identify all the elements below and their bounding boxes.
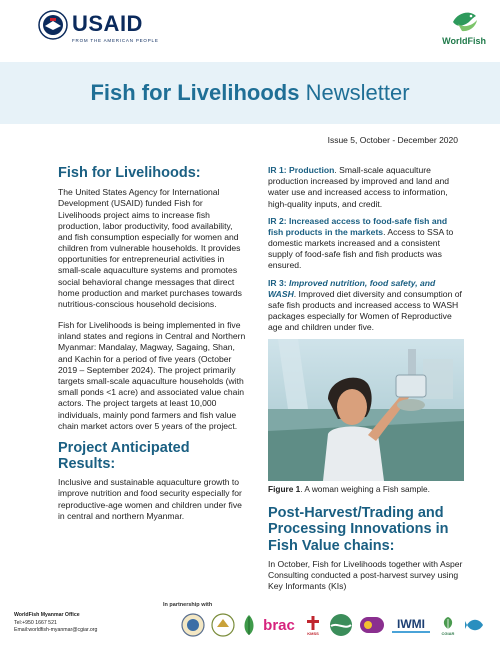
partner-leaf-icon — [241, 613, 257, 637]
footer — [0, 600, 500, 647]
figure-photo — [268, 339, 464, 481]
worldfish-fish-icon — [450, 6, 480, 34]
newsletter-title — [90, 80, 409, 106]
ir3-paragraph — [268, 278, 464, 334]
usaid-tagline: FROM THE AMERICAN PEOPLE — [72, 38, 159, 43]
usaid-seal-icon — [38, 10, 68, 40]
brac-wordmark: brac — [263, 616, 295, 634]
partner-badge-icon — [359, 615, 385, 635]
newsletter-banner — [0, 62, 500, 124]
contact-info — [14, 612, 97, 635]
issue-line: Issue 5, October - December 2020 — [327, 135, 458, 145]
intro-paragraph-2: Fish for Livelihoods is being implemented in five inland states and regions in Central and Northern Myanmar: Mandalay, Magway, Sagaing, Shan, and Kachin for a period of five years (October 2019 – September 2024). The project primarily targets small-scale aquaculture households (with small ponds <1 acre) and associated value chain actors. The project targets at least 10,000 individuals, mainly pond farmers and fish value chain market actors over 5 years of the project. — [58, 320, 246, 431]
worldfish-wordmark: WorldFish — [442, 36, 486, 46]
iwmi-underline — [392, 631, 430, 633]
woman-weighing-fish-image — [268, 339, 464, 481]
newsletter-title-bold: Fish for Livelihoods — [90, 80, 300, 105]
partner-logo-iwmi — [390, 612, 432, 638]
cgiar-leaves-icon — [439, 615, 457, 631]
ir1-paragraph — [268, 165, 464, 210]
left-column — [58, 165, 248, 522]
partner-logo-kmss — [302, 612, 324, 638]
partner-fish-icon — [465, 613, 485, 637]
ir2-paragraph — [268, 216, 464, 272]
partner-logo-6 — [328, 612, 354, 638]
partner-logo-cgiar — [436, 612, 460, 638]
office-email: Email:worldfish-myanmar@cgiar.org — [14, 627, 98, 634]
partner-logo-10 — [464, 612, 486, 638]
usaid-wordmark: USAID — [72, 11, 143, 36]
partner-logo-7 — [358, 612, 386, 638]
ir3-label-italic: Improved nutrition, food safety, and WASH — [268, 277, 436, 299]
kmss-cross-icon — [305, 615, 321, 631]
results-heading: Project Anticipated Results: — [58, 439, 190, 473]
intro-paragraph-1: The United States Agency for International Development (USAID) funded Fish for Livelihoods project aims to increase fish production, labor productivity, food availability, and fish consumption especially for women and children from vulnerable households. It provides opportunities for entrepreneurial activities in small-scale aquaculture systems and promotes social behavioral change messages that direct home production and market purchases towards nutritious-conscious household decisions. — [58, 187, 242, 309]
partner-logo-2 — [210, 612, 236, 638]
partner-emblem-icon — [211, 613, 235, 637]
figure-caption — [268, 484, 464, 495]
ir2-label: IR 2: Increased access to food-safe fish and fish products in the markets — [268, 215, 448, 237]
partnership-label: In partnership with — [163, 602, 213, 608]
kmss-wordmark: KMSS — [307, 630, 319, 636]
ir1-text: . Small-scale aquaculture production increased by improved and land and water use and increased access to information, high-quality inputs, and credit. — [268, 165, 450, 209]
ir3-label: IR 3: — [268, 277, 290, 288]
post-harvest-paragraph: In October, Fish for Livelihoods together with Asper Consulting conducted a post-harvest survey using Key Informants (KIs) — [268, 558, 463, 592]
usaid-logo — [38, 8, 159, 52]
partner-logo-1 — [180, 612, 206, 638]
partner-seal-icon — [181, 613, 205, 637]
office-name: WorldFish Myanmar Office — [14, 612, 80, 618]
figure-label: Figure 1 — [268, 484, 301, 495]
worldfish-logo — [414, 6, 486, 52]
results-paragraph: Inclusive and sustainable aquaculture growth to improve nutrition and food security especially for reproductive-age women and children under five in central and northern Myanmar. — [58, 477, 242, 521]
right-column — [268, 165, 464, 592]
newsletter-title-regular: Newsletter — [305, 80, 410, 105]
iwmi-wordmark: IWMI — [397, 617, 425, 631]
cgiar-wordmark: CGIAR — [441, 630, 455, 636]
ir1-label: IR 1: Production — [268, 165, 335, 175]
partner-logo-brac — [260, 612, 298, 638]
ir3-text: . Improved diet diversity and consumption of safe fish products and increased access to WASH packages especially for Women of Reproductive age and children under five. — [268, 288, 462, 333]
ir2-text: . Access to SSA to domestic markets increased and a consistent supply of food-safe fish and fish products was ensured. — [268, 226, 454, 271]
office-phone: Tel:+950 1667 521 — [14, 619, 57, 626]
partner-logo-3 — [240, 612, 258, 638]
post-harvest-heading: Post-Harvest/Trading and Processing Innovations in Fish Value chains: — [268, 505, 449, 554]
figure-caption-text: . A woman weighing a Fish sample. — [300, 484, 430, 495]
partner-globe-icon — [329, 613, 353, 637]
intro-heading: Fish for Livelihoods: — [58, 165, 201, 181]
